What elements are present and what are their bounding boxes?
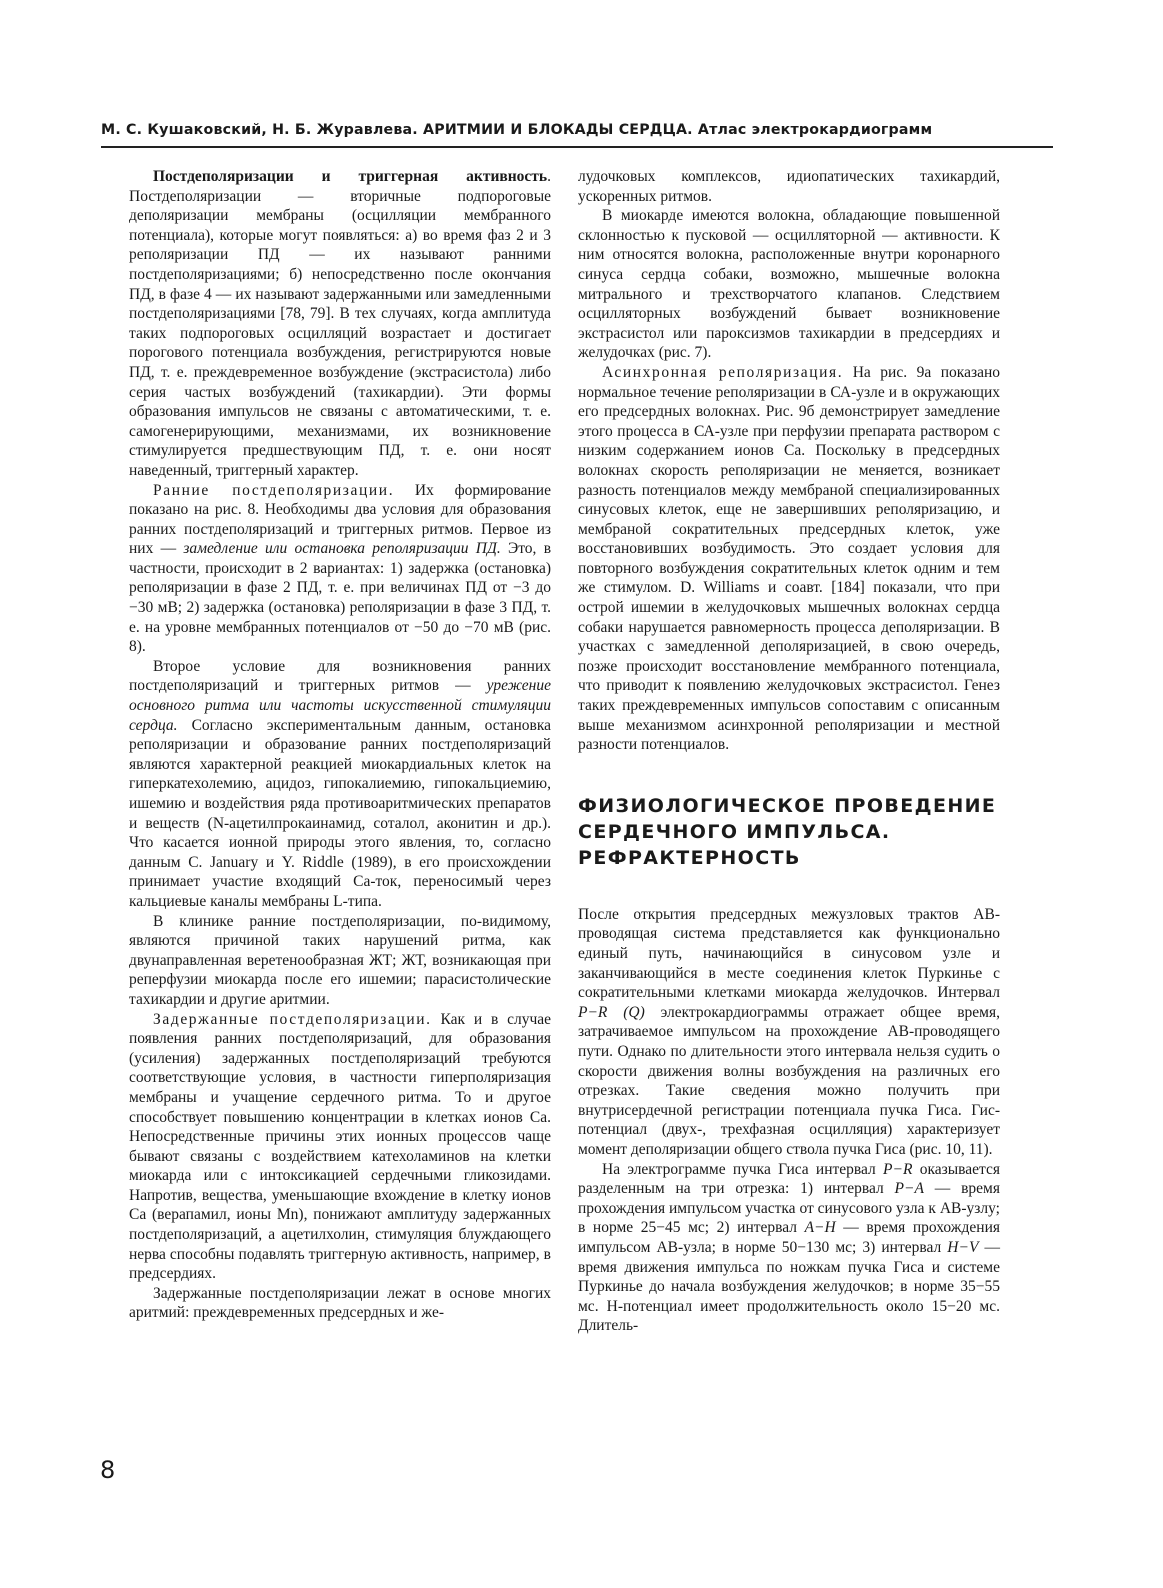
paragraph-italic: P−R [883, 1160, 913, 1178]
paragraph-text: . Постдеполяризации — вторичные подпороговые деполяризации мембраны (осцилляции мембранного потенциала), которые могут появляться: а) во время фаз 2 и 3 реполяризации ПД — их называют ранними постдеполяризациями; б) непосредственно после окончания ПД, в фазе 4 — их называют задержанными или замедленными постдеполяризациями [78, 79]. В тех случаях, когда амплитуда таких подпороговых осцилляций возрастает и достигает порогового потенциала возбуждения, регистрируются новые ПД, т. е. преждевременное возбуждение (экстрасистола) либо серия частых возбуждений (тахикардии). Эти формы образования импульсов не связаны с автоматическими, т. е. самогенерирующими, механизмами, их возникновение стимулируется предшествующим ПД, т. е. они носят наведенный, триггерный характер. [129, 168, 551, 479]
paragraph-av-conduction [578, 905, 1000, 1160]
paragraph-lead-spaced: Ранние постдеполяризации. [153, 481, 395, 499]
paragraph-oscillatory-fibers: В миокарде имеются волокна, обладающие повышенной склонностью к пусковой — осцилляторной — активности. К ним относятся волокна, расположенные внутри коронарного синуса сердца собаки, возможно, мышечные волокна митрального и трехстворчатого клапанов. Следствием осцилляторных возбуждений бывает возникновение экстрасистол или пароксизмов тахикардии в предсердиях и желудочках (рис. 7). [578, 207, 1000, 362]
section-title-line: ФИЗИОЛОГИЧЕСКОЕ ПРОВЕДЕНИЕ [578, 794, 997, 817]
paragraph-italic: урежение основного ритма или частоты искусственной стимуляции сердца. [129, 677, 551, 734]
paragraph-text: После открытия предсердных межузловых трактов АВ-проводящая система представляется как функционально единый путь, начинающийся в синусовом узле и заканчивающийся в месте соединения клеток Пуркинье с сократительными клетками миокарда желудочков. Интервал [578, 905, 1000, 1002]
paragraph-text: Это, в частности, происходит в 2 вариантах: 1) задержка (остановка) реполяризации в фазе 2 ПД, т. е. при величинах ПД от −3 до −30 мВ; 2) задержка (остановка) реполяризации в фазе 3 ПД, т. е. на уровне мембранных потенциалов от −50 до −70 мВ (рис. 8). [129, 540, 552, 656]
paragraph-continuation: лудочковых комплексов, идиопатических тахикардий, ускоренных ритмов. [578, 168, 1000, 205]
paragraph-text: Согласно экспериментальным данным, остановка реполяризации и образование ранних постдеполяризаций являются характерной реакцией миокардиальных клеток на гиперкатехолемию, ацидоз, гипокалиемию, гипокальциемию, ишемию и воздействия ряда противоаритмических препаратов и веществ (N-ацетилпрокаинамид, соталол, аконитин и др.). Что касается ионной природы этого явления, то, согласно данным C. January и Y. Riddle (1989), в его происхождении принимает участие входящий Ca-ток, переносимый через кальциевые каналы мембраны L-типа. [129, 716, 551, 910]
paragraph-text: Их формирование показано на рис. 8. Необходимы два условия для образования ранних постдеполяризаций и триггерных ритмов. Первое из них — [129, 481, 551, 558]
paragraph-his-electrogram [578, 1160, 1000, 1336]
paragraph-async-repolarization [578, 363, 1000, 755]
paragraph-text: — время движения импульса по ножкам пучка Гиса и системе Пуркинье до начала возбуждения желудочков; в норме 35−55 мс. Н-потенциал имеет продолжительность около 15−20 мс. Длитель- [578, 1238, 1000, 1335]
paragraph-lead-bold: Постдеполяризации и триггерная активность [153, 168, 548, 185]
paragraph-italic: замедление или остановка реполяризации ПД. [183, 540, 501, 558]
paragraph-text: — время прохождения импульсом АВ-узла; в норме 50−130 мс; 3) интервал [578, 1219, 1000, 1256]
right-column [578, 167, 1000, 1336]
section-title [578, 793, 1000, 871]
paragraph-italic: A−H [804, 1219, 836, 1237]
paragraph-italic: P−R (Q) [578, 1003, 645, 1021]
paragraph-text: оказывается разделенным на три отрезка: 1) интервал [578, 1160, 1001, 1198]
page-number: 8 [100, 1456, 116, 1484]
paragraph-arrhythmias: Задержанные постдеполяризации лежат в основе многих аритмий: преждевременных предсердных и же- [129, 1284, 551, 1322]
paragraph-delayed-afterdepolarizations [129, 1010, 551, 1284]
paragraph-lead-spaced: Асинхронная реполяризация. [602, 363, 844, 381]
paragraph-italic: H−V [947, 1238, 979, 1256]
paragraph-text: — время прохождения импульсом участка от синусового узла к АВ-узлу; в норме 25−45 мс; 2) интервал [578, 1180, 1000, 1237]
header-rule [101, 146, 1053, 148]
paragraph-text: электрокардиограммы отражает общее время, затрачиваемое импульсом на прохождение АВ-проводящего пути. Однако по длительности этого интервала нельзя судить о скорости движения волны возбуждения на различных его отрезках. Такие сведения можно получить при внутрисердечной регистрации потенциала пучка Гиса. Гис-потенциал (двух-, трехфазная осцилляция) характеризует момент деполяризации общего ствола пучка Гиса (рис. 10, 11). [578, 1003, 1000, 1158]
paragraph-text: На рис. 9а показано нормальное течение реполяризации в СА-узле и в окружающих его предсердных волокнах. Рис. 9б демонстрирует замедление этого процесса в СА-узле при перфузии препарата раствором с низким содержанием ионов Ca. Поскольку в предсердных волокнах скорость реполяризации не меняется, возникает разность потенциалов между мембраной специализированных синусовых клеток, еще не завершивших реполяризацию, и мембраной сократительных предсердных клеток, уже восстановивших возбудимость. Это создает условия для повторного возбуждения сократительных клеток одним и тем же стимулом. D. Williams и соавт. [184] показали, что при острой ишемии в желудочковых мышечных волокнах сердца собаки нарушается равномерность процесса деполяризации. В участках с замедленной деполяризацией, в свою очередь, позже происходит восстановление мембранного потенциала, что приводит к появлению желудочковых экстрасистол. Генез таких преждевременных импульсов сопоставим с описанным выше механизмом асинхронной реполяризации и местной разности потенциалов. [578, 363, 1001, 754]
left-column [129, 167, 551, 1323]
running-header: М. С. Кушаковский, Н. Б. Журавлева. АРИТМИИ И БЛОКАДЫ СЕРДЦА. Атлас электрокардиограмм [101, 122, 933, 138]
paragraph-text: Второе условие для возникновения ранних постдеполяризаций и триггерных ритмов — [129, 657, 551, 695]
paragraph-text: На электрограмме пучка Гиса интервал [602, 1160, 884, 1178]
section-title-line: РЕФРАКТЕРНОСТЬ [578, 846, 801, 869]
paragraph-early-afterdepolarizations [129, 481, 551, 657]
paragraph-italic: P−A [894, 1180, 924, 1198]
section-title-line: СЕРДЕЧНОГО ИМПУЛЬСА. [578, 820, 891, 843]
paragraph-text: Как и в случае появления ранних постдеполяризаций, для образования (усиления) задержанных постдеполяризаций требуются соответствующие условия, в частности гиперполяризация мембраны и учащение сердечного ритма. То и другое способствует повышению концентрации в клетках ионов Ca. Непосредственные причины этих ионных процессов чаще бывают связаны с воздействием катехоламинов на клетки миокарда или с интоксикацией сердечными гликозидами. Напротив, вещества, уменьшающие вхождение в клетку ионов Ca (верапамил, ионы Mn), понижают амплитуду задержанных постдеполяризаций, а ацетилхолин, стимуляция блуждающего нерва способны подавлять триггерную активность, например, в предсердиях. [129, 1010, 552, 1283]
paragraph-lead-spaced: Задержанные постдеполяризации. [153, 1010, 432, 1028]
paragraph-second-condition [129, 657, 551, 912]
paragraph-triggered-activity [129, 167, 551, 481]
paragraph-clinic: В клинике ранние постдеполяризации, по-видимому, являются причиной таких нарушений ритма, как двунаправленная веретенообразная ЖТ; ЖТ, возникающая при реперфузии миокарда после его ишемии; парасистолические тахикардии и другие аритмии. [129, 912, 551, 1008]
